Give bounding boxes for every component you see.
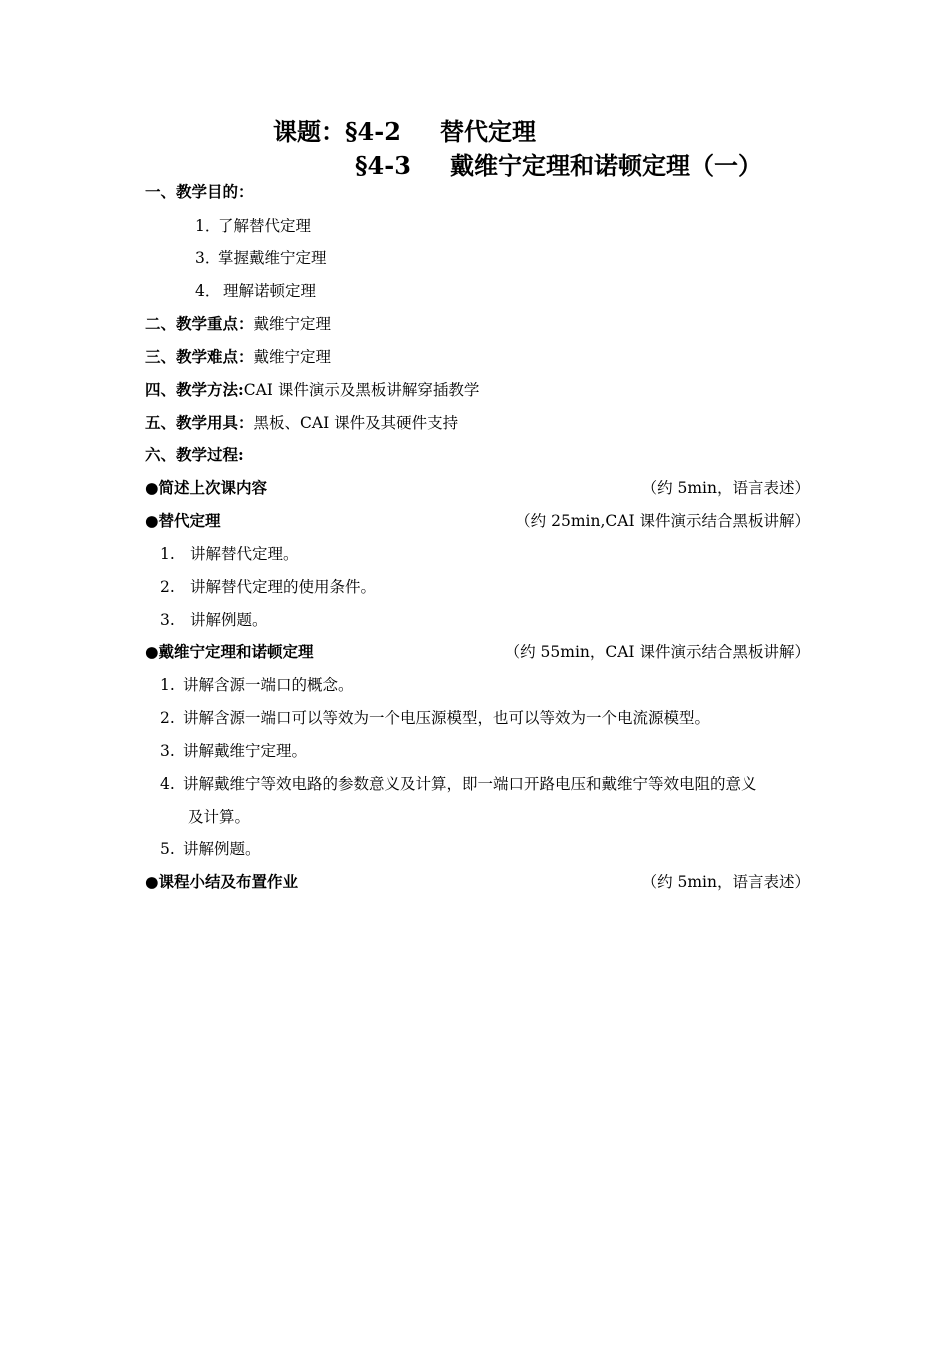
time-note: （约 5min，语言表述） — [641, 479, 810, 497]
section-objectives-heading: 一、教学目的： — [145, 182, 254, 201]
lesson-title-line-1 — [273, 116, 536, 148]
title-name-1: 替代定理 — [440, 117, 536, 146]
section-method: 四、教学方法:CAI 课件演示及黑板讲解穿插教学 — [145, 380, 480, 399]
list-item: 2. 讲解替代定理的使用条件。 — [160, 578, 377, 596]
list-item: 4. 讲解戴维宁等效电路的参数意义及计算，即一端口开路电压和戴维宁等效电阻的意义 — [160, 775, 757, 793]
objective-item: 1．了解替代定理 — [195, 217, 312, 235]
time-note: （约 5min，语言表述） — [641, 873, 810, 891]
process-item-review: ●简述上次课内容 （约 5min，语言表述） — [145, 474, 810, 502]
process-item-thevenin: ●戴维宁定理和诺顿定理 （约 55min，CAI 课件演示结合黑板讲解） — [145, 638, 810, 666]
objective-item: 3．掌握戴维宁定理 — [195, 249, 327, 267]
list-item: 1. 讲解替代定理。 — [160, 545, 299, 563]
time-note: （约 25min,CAI 课件演示结合黑板讲解） — [515, 512, 810, 530]
objective-item: 4． 理解诺顿定理 — [195, 282, 317, 300]
list-item: 3. 讲解例题。 — [160, 611, 268, 629]
list-item-continuation: 及计算。 — [188, 808, 251, 826]
process-item-summary: ●课程小结及布置作业 （约 5min，语言表述） — [145, 868, 810, 896]
section-tools: 五、教学用具：黑板、CAI 课件及其硬件支持 — [145, 413, 459, 432]
section-process-heading: 六、教学过程: — [145, 445, 244, 464]
title-section-2: §4-3 — [355, 151, 411, 180]
list-item: 3. 讲解戴维宁定理。 — [160, 742, 308, 760]
title-section-1: §4-2 — [345, 117, 401, 146]
section-key-point: 二、教学重点：戴维宁定理 — [145, 314, 332, 333]
process-item-substitution: ●替代定理 （约 25min,CAI 课件演示结合黑板讲解） — [145, 507, 810, 535]
time-note: （约 55min，CAI 课件演示结合黑板讲解） — [504, 643, 810, 661]
title-prefix: 课题： — [273, 117, 345, 146]
list-item: 1. 讲解含源一端口的概念。 — [160, 676, 354, 694]
title-name-2: 戴维宁定理和诺顿定理（一） — [450, 151, 762, 180]
list-item: 2. 讲解含源一端口可以等效为一个电压源模型，也可以等效为一个电流源模型。 — [160, 709, 711, 727]
section-difficulty: 三、教学难点：戴维宁定理 — [145, 347, 332, 366]
list-item: 5. 讲解例题。 — [160, 840, 261, 858]
